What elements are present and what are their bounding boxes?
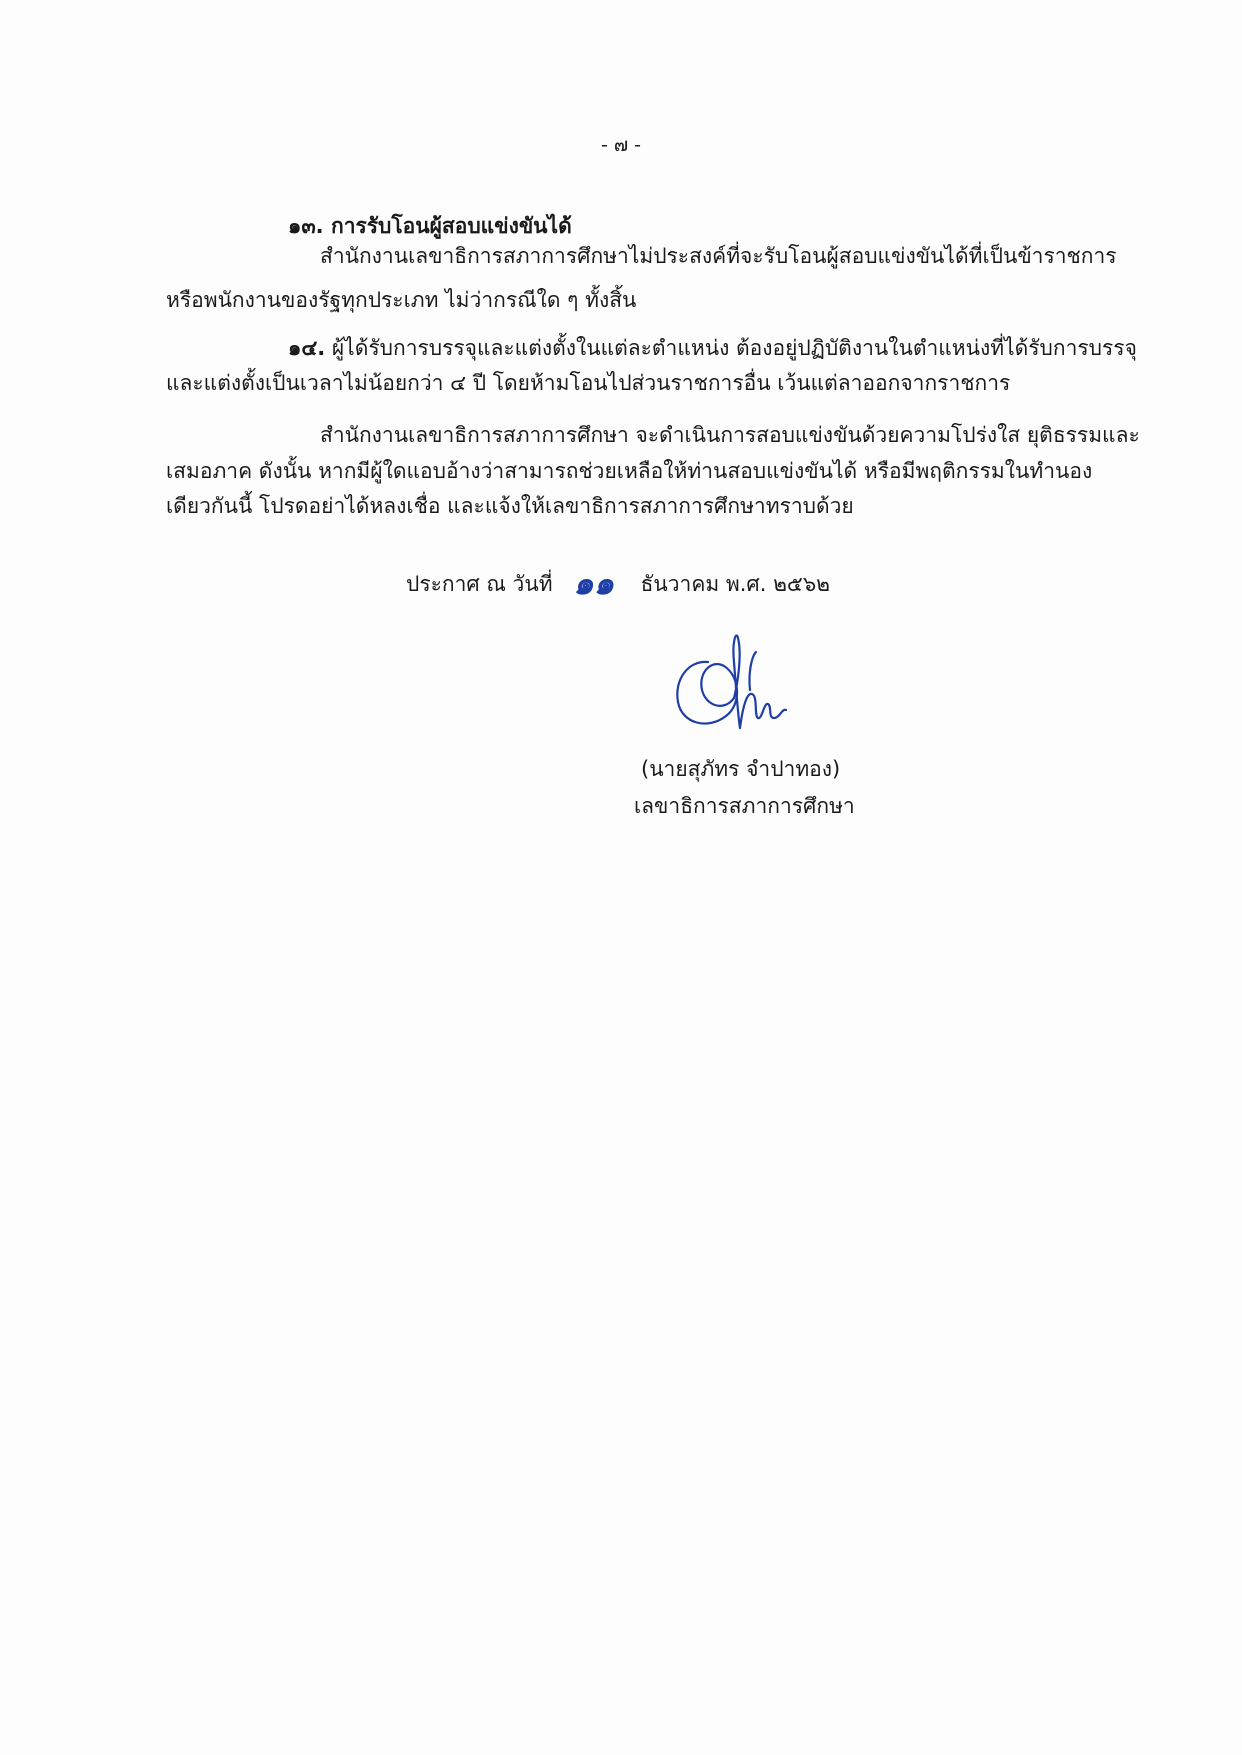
section-14-text-line-1: ผู้ได้รับการบรรจุและแต่งตั้งในแต่ละตำแหน่ง ต้องอยู่ปฏิบัติงานในตำแหน่งที่ได้รับการบรรจุ: [325, 336, 1137, 360]
section-14-text-line-2: และแต่งตั้งเป็นเวลาไม่น้อยกว่า ๔ ปี โดยห้ามโอนไปส่วนราชการอื่น เว้นแต่ลาออกจากราชการ: [166, 371, 1011, 395]
signer-name: (นายสุภัทร จำปาทอง): [641, 757, 841, 781]
signer-title: เลขาธิการสภาการศึกษา: [634, 794, 855, 818]
closing-paragraph-line-2: เสมอภาค ดังนั้น หากมีผู้ใดแอบอ้างว่าสามารถช่วยเหลือให้ท่านสอบแข่งขันได้ หรือมีพฤติกรรมในทำนอง: [166, 459, 1093, 483]
section-13-text-line-1: สำนักงานเลขาธิการสภาการศึกษาไม่ประสงค์ที่จะรับโอนผู้สอบแข่งขันได้ที่เป็นข้าราชการ: [320, 244, 1117, 268]
section-13-text-line-2: หรือพนักงานของรัฐทุกประเภท ไม่ว่ากรณีใด ๆ ทั้งสิ้น: [166, 288, 637, 312]
closing-paragraph-line-3: เดียวกันนี้ โปรดอย่าได้หลงเชื่อ และแจ้งให้เลขาธิการสภาการศึกษาทราบด้วย: [166, 494, 854, 518]
announcement-month-year: ธันวาคม พ.ศ. ๒๕๖๒: [640, 572, 830, 596]
closing-paragraph-line-1: สำนักงานเลขาธิการสภาการศึกษา จะดำเนินการสอบแข่งขันด้วยความโปร่งใส ยุติธรรมและ: [320, 423, 1140, 447]
announcement-day-handwritten: ๑๑: [573, 564, 614, 602]
section-13-heading: ๑๓. การรับโอนผู้สอบแข่งขันได้: [288, 214, 572, 238]
section-14-line-1: [288, 332, 1137, 364]
page-number: - ๗ -: [600, 134, 642, 156]
announcement-date: [406, 565, 830, 602]
announcement-prefix: ประกาศ ณ วันที่: [406, 572, 553, 596]
section-14-number: ๑๔.: [288, 336, 326, 360]
signature-image: [668, 632, 818, 740]
